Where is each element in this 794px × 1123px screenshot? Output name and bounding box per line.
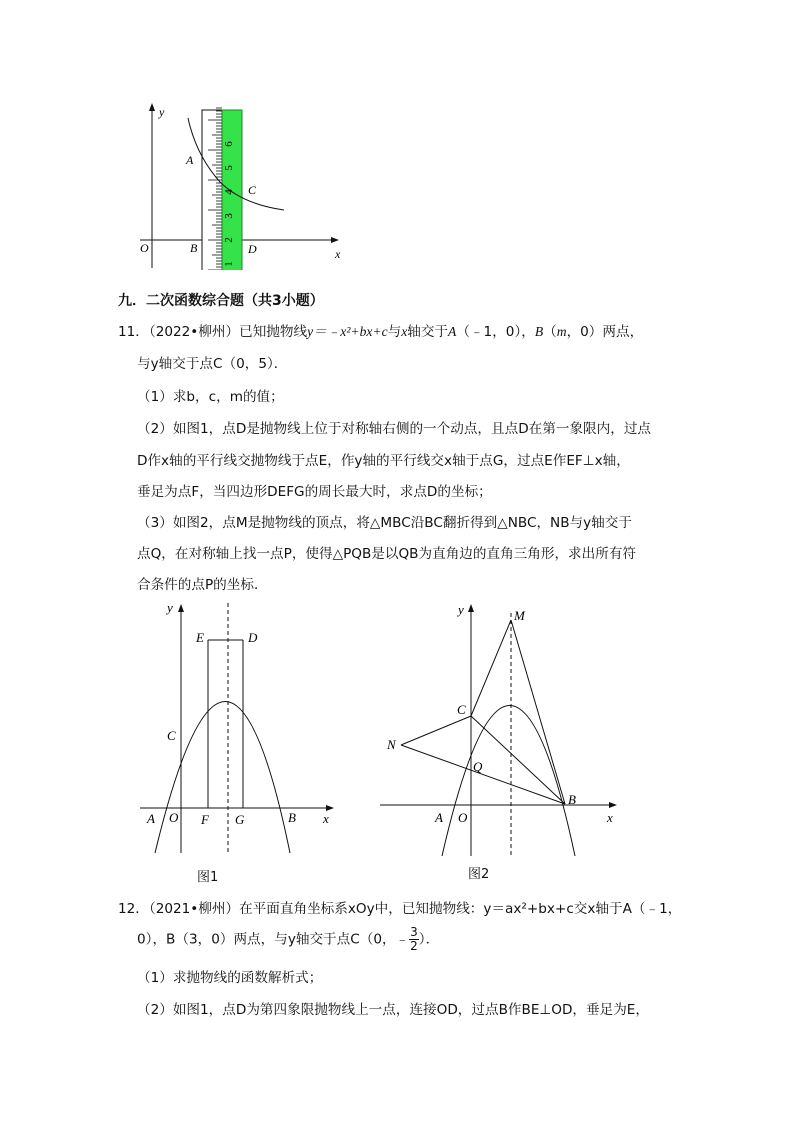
q11-part2-line3: 垂足为点F，当四边形DEFG的周长最大时，求点D的坐标；: [137, 484, 492, 500]
figure-1: [135, 598, 340, 858]
q12-part2: （2）如图1，点D为第四象限抛物线上一点，连接OD，过点B作BE⊥OD，垂足为E，: [137, 1002, 649, 1018]
q11-text: 轴交于: [407, 324, 449, 340]
q11-part1: （1）求b，c，m的值；: [137, 389, 284, 405]
fraction-numerator: 3: [410, 925, 418, 939]
q11-text: 已知抛物线: [239, 324, 308, 340]
q12-text: 0），B（3，0）两点，与y轴交于点C（0，﹣: [137, 931, 410, 948]
q12-text: ）．: [418, 931, 440, 948]
fig2-label-Q: Q: [473, 759, 483, 774]
fig1-label-y: y: [167, 600, 173, 615]
ruler-number: 4: [223, 189, 235, 195]
fig1-label-O: O: [169, 810, 179, 825]
q11-line1: [118, 320, 643, 340]
x-axis-arrow: [331, 237, 339, 243]
fig2-segment-NB: [401, 745, 565, 804]
q11-line2: 与y轴交于点C（0，5）．: [137, 356, 288, 372]
fig1-y-arrow: [178, 604, 184, 612]
q11-text: ，0）两点，: [566, 324, 644, 340]
label-C: C: [248, 183, 257, 197]
fig2-segment-MB: [511, 620, 565, 804]
fig1-label-A: A: [147, 811, 155, 826]
fig1-label-B: B: [288, 810, 296, 825]
q11-source: （2022•柳州）: [148, 324, 240, 340]
ruler-number: 3: [223, 213, 235, 219]
fig2-label-x: x: [607, 810, 613, 825]
label-A: A: [186, 153, 194, 167]
q11-var: x: [401, 324, 408, 339]
fig1-label-C: C: [167, 728, 176, 743]
q12-line2: [137, 926, 439, 953]
q11-var: A: [448, 324, 457, 339]
fig1-parabola: [155, 702, 290, 854]
fig2-label-N: N: [387, 737, 396, 752]
fig1-label-x: x: [323, 811, 329, 826]
fig2-label-O: O: [458, 810, 468, 825]
q12-source: （2021•柳州）: [148, 901, 240, 917]
section-heading: 九．二次函数综合题（共3小题）: [118, 293, 324, 309]
label-x: x: [335, 247, 341, 261]
fig2-x-arrow: [609, 802, 617, 808]
q11-text: （: [543, 324, 557, 340]
fig2-y-arrow: [468, 604, 474, 612]
fig2-segment-CM: [471, 620, 511, 716]
q11-part3-line1: （3）如图2，点M是抛物线的顶点，将△MBC沿BC翻折得到△NBC，NB与y轴交于: [137, 515, 632, 531]
fig2-segment-CN: [401, 716, 471, 745]
q12-text: 在平面直角坐标系xOy中，已知抛物线：y＝ax²+bx+c交x轴于A（﹣1，: [239, 901, 682, 917]
q12-part1: （1）求抛物线的函数解析式；: [137, 970, 323, 986]
ruler-hyperbola-figure: [130, 100, 360, 270]
fig1-label-F: F: [201, 812, 209, 827]
figure-2: [375, 598, 630, 860]
q11-equation: y＝﹣x²+bx+c: [307, 324, 388, 339]
fig2-label-y: y: [458, 602, 464, 617]
q11-text: 与: [387, 324, 402, 340]
fig2-label-B: B: [568, 792, 576, 807]
fig2-label-C: C: [457, 702, 466, 717]
q11-part2-line2: D作x轴的平行线交抛物线于点E，作y轴的平行线交x轴于点G，过点E作EF⊥x轴，: [137, 453, 630, 469]
fig1-label-E: E: [196, 630, 204, 645]
y-axis-arrow: [149, 103, 155, 111]
q11-part2-line1: （2）如图1，点D是抛物线上位于对称轴右侧的一个动点，且点D在第一象限内，过点: [137, 421, 652, 437]
q11-number: 11．: [118, 324, 149, 340]
q12-number: 12．: [118, 901, 149, 917]
ruler-number: 5: [223, 165, 235, 171]
q11-var: B: [534, 324, 544, 339]
figure-2-caption: 图2: [468, 867, 490, 882]
fig2-label-M: M: [514, 608, 525, 623]
figure-1-caption: 图1: [197, 870, 219, 885]
label-D: D: [248, 242, 257, 256]
fig2-parabola: [442, 706, 575, 857]
q11-text: （﹣1，0），: [456, 324, 535, 340]
fraction: [409, 926, 419, 953]
q12-line1: [118, 897, 681, 917]
ruler-number: 1: [223, 261, 235, 267]
label-y: y: [159, 105, 165, 119]
fraction-denominator: 2: [410, 939, 418, 953]
q11-var: m: [556, 324, 567, 339]
q11-part3-line2: 点Q，在对称轴上找一点P，使得△PQB是以QB为直角边的直角三角形，求出所有符: [137, 546, 637, 562]
fig1-label-G: G: [235, 812, 245, 827]
label-B: B: [190, 241, 198, 255]
fig1-label-D: D: [248, 630, 258, 645]
ruler-number: 6: [223, 141, 235, 147]
q11-part3-line3: 合条件的点P的坐标．: [137, 577, 268, 593]
label-O: O: [140, 241, 149, 255]
ruler-number: 2: [223, 237, 235, 243]
fig2-segment-CB: [471, 716, 565, 804]
fig2-label-A: A: [435, 810, 443, 825]
